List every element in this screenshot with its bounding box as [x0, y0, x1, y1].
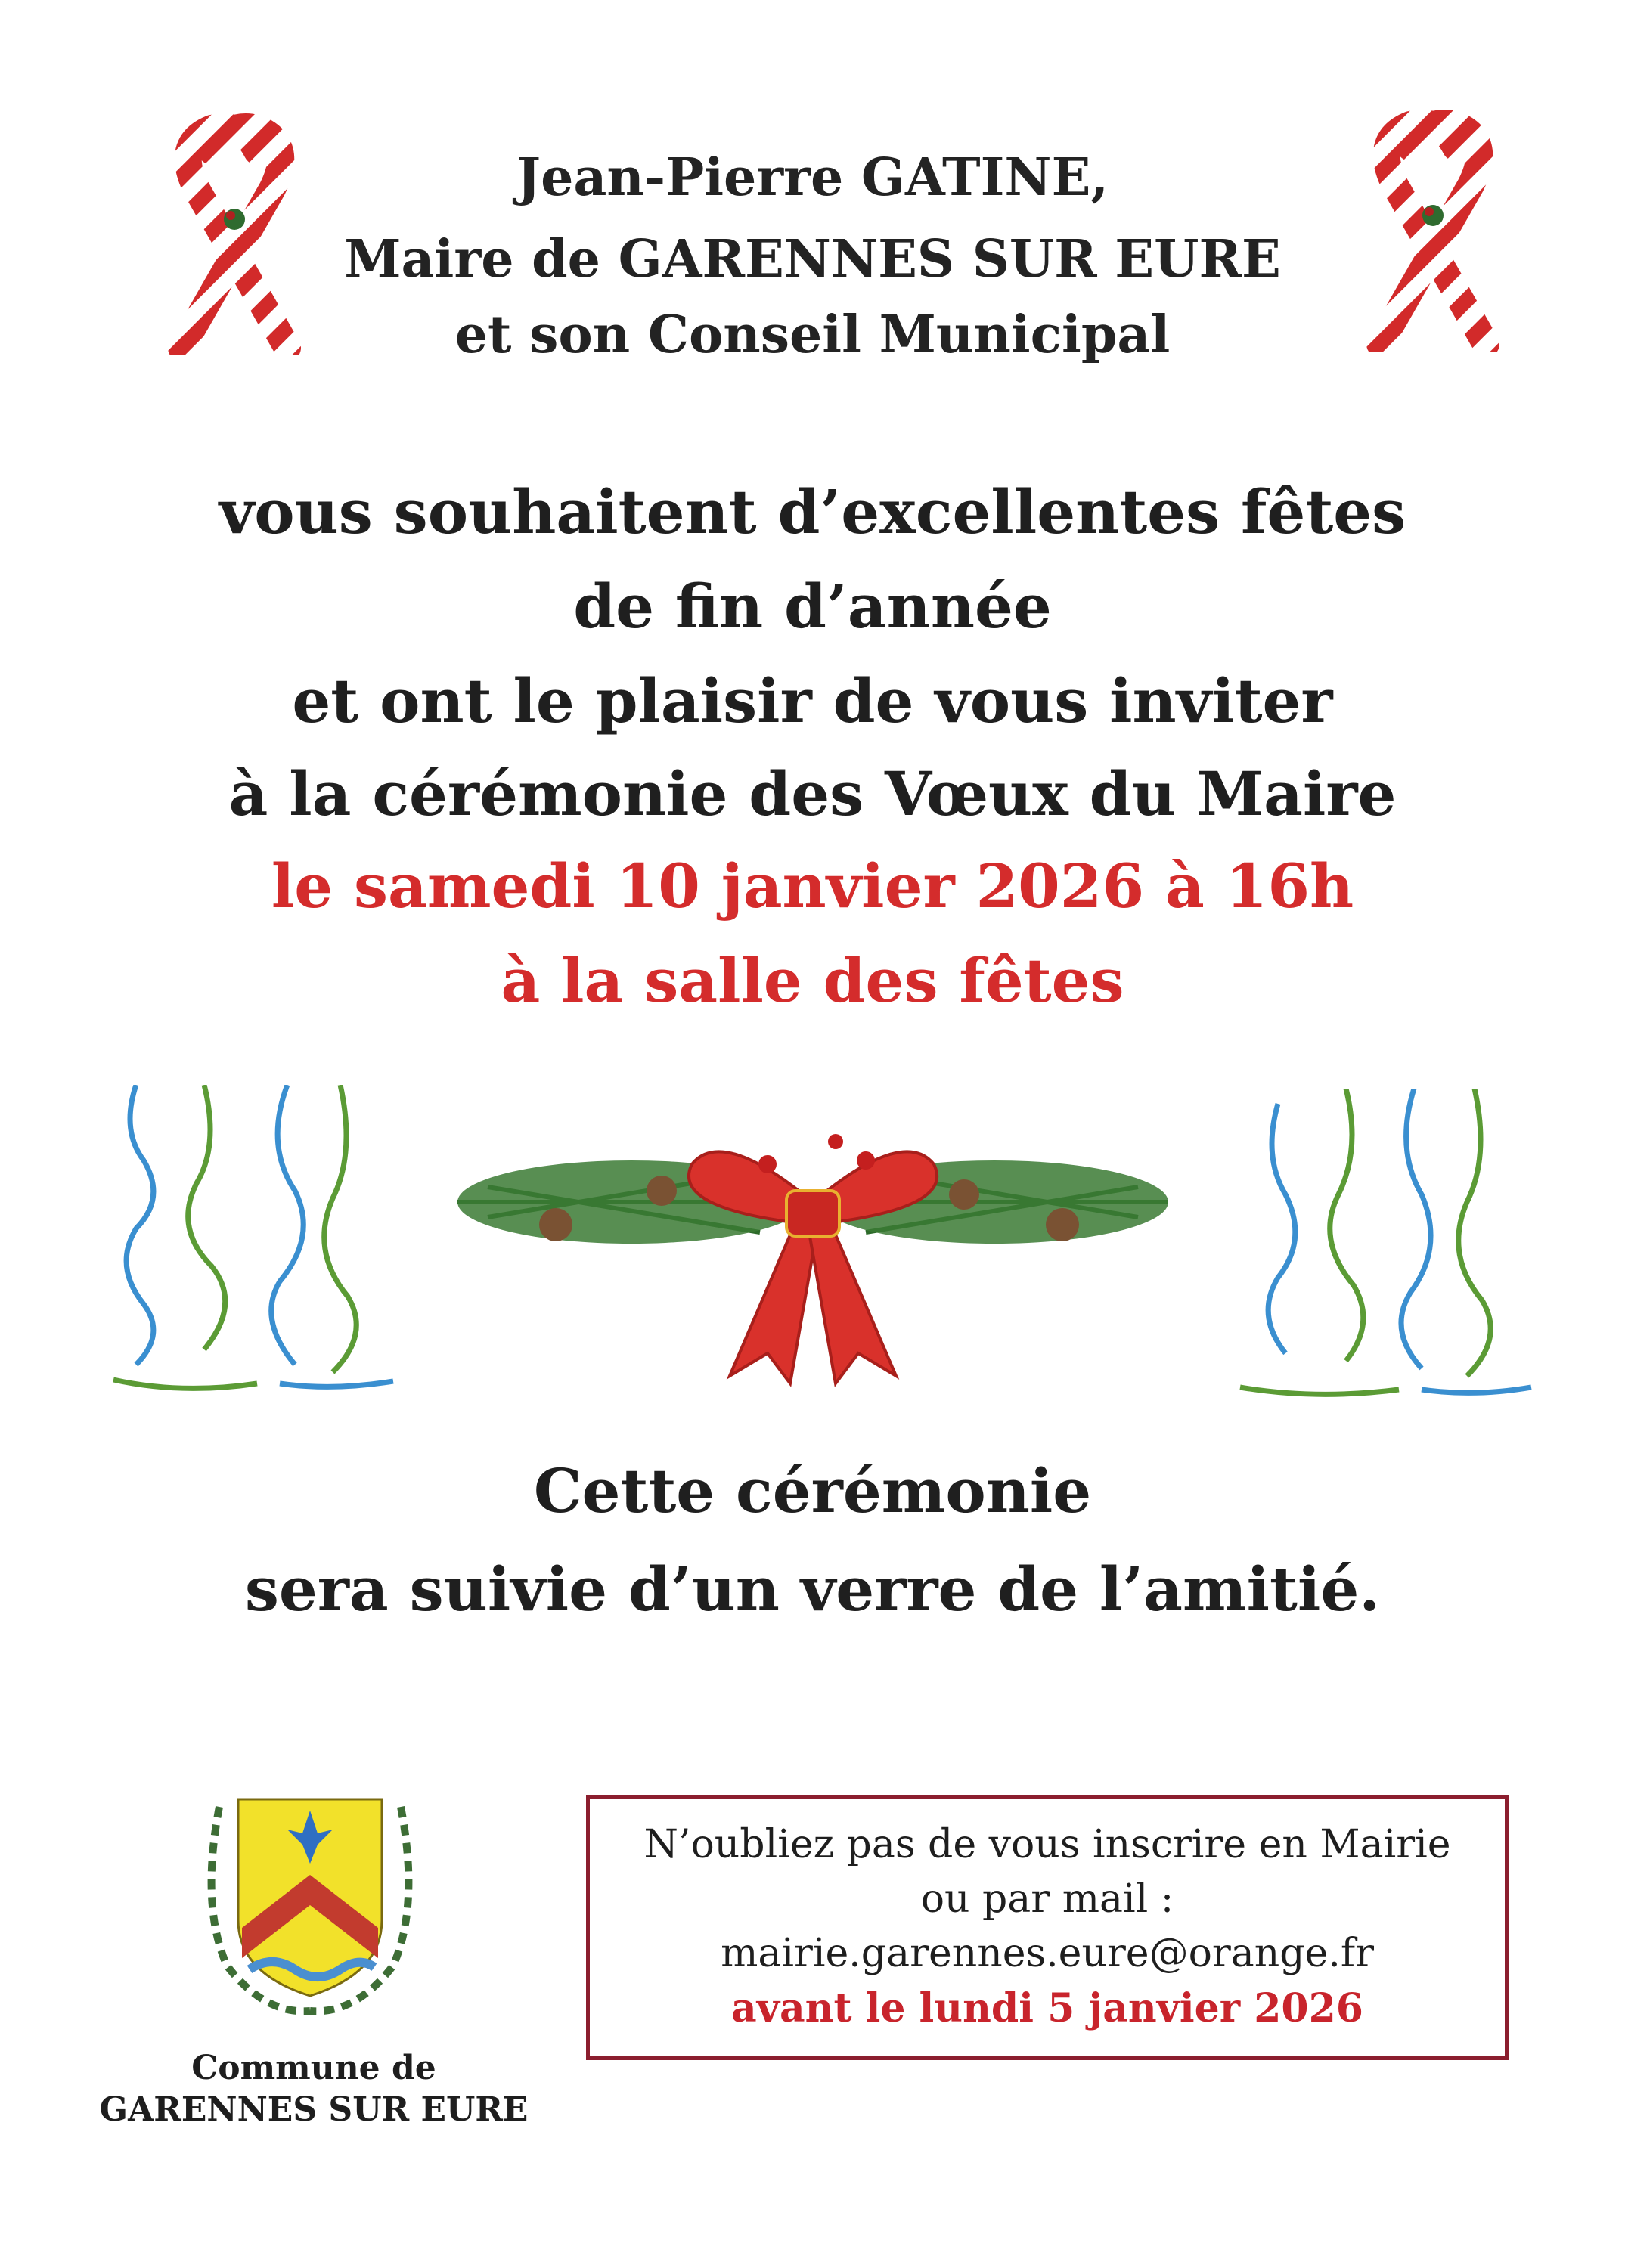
- followup-line-2: sera suivie d’un verre de l’amitié.: [244, 1554, 1381, 1625]
- header-line-1: Jean-Pierre GATINE,: [516, 147, 1109, 208]
- message-line-2: de fin d’année: [573, 571, 1052, 642]
- header-line-2: Maire de GARENNES SUR EURE: [344, 229, 1281, 290]
- message-line-4: à la cérémonie des Vœux du Maire: [228, 758, 1397, 829]
- header-line-3: et son Conseil Municipal: [454, 305, 1171, 365]
- streamers-icon: [91, 1085, 423, 1402]
- message-line-1: vous souhaitent d’excellentes fêtes: [219, 476, 1406, 547]
- christmas-bow-icon: [442, 1119, 1183, 1421]
- event-place: à la salle des fêtes: [501, 945, 1124, 1016]
- notice-line-2: ou par mail :: [920, 1876, 1174, 1922]
- notice-line-1: N’oubliez pas de vous inscrire en Mairie: [643, 1822, 1451, 1867]
- commune-line-2: GARENNES SUR EURE: [99, 2090, 529, 2129]
- followup-line-1: Cette cérémonie: [533, 1455, 1092, 1526]
- message-line-3: et ont le plaisir de vous inviter: [292, 665, 1333, 736]
- notice-email[interactable]: mairie.garennes.eure@orange.fr: [721, 1931, 1374, 1976]
- streamers-icon: [1225, 1089, 1543, 1406]
- event-date: le samedi 10 janvier 2026 à 16h: [271, 850, 1354, 922]
- commune-line-1: Commune de: [191, 2049, 436, 2087]
- registration-notice-box: [586, 1796, 1509, 2060]
- coat-of-arms-icon: [197, 1792, 423, 2019]
- notice-deadline: avant le lundi 5 janvier 2026: [731, 1985, 1363, 2031]
